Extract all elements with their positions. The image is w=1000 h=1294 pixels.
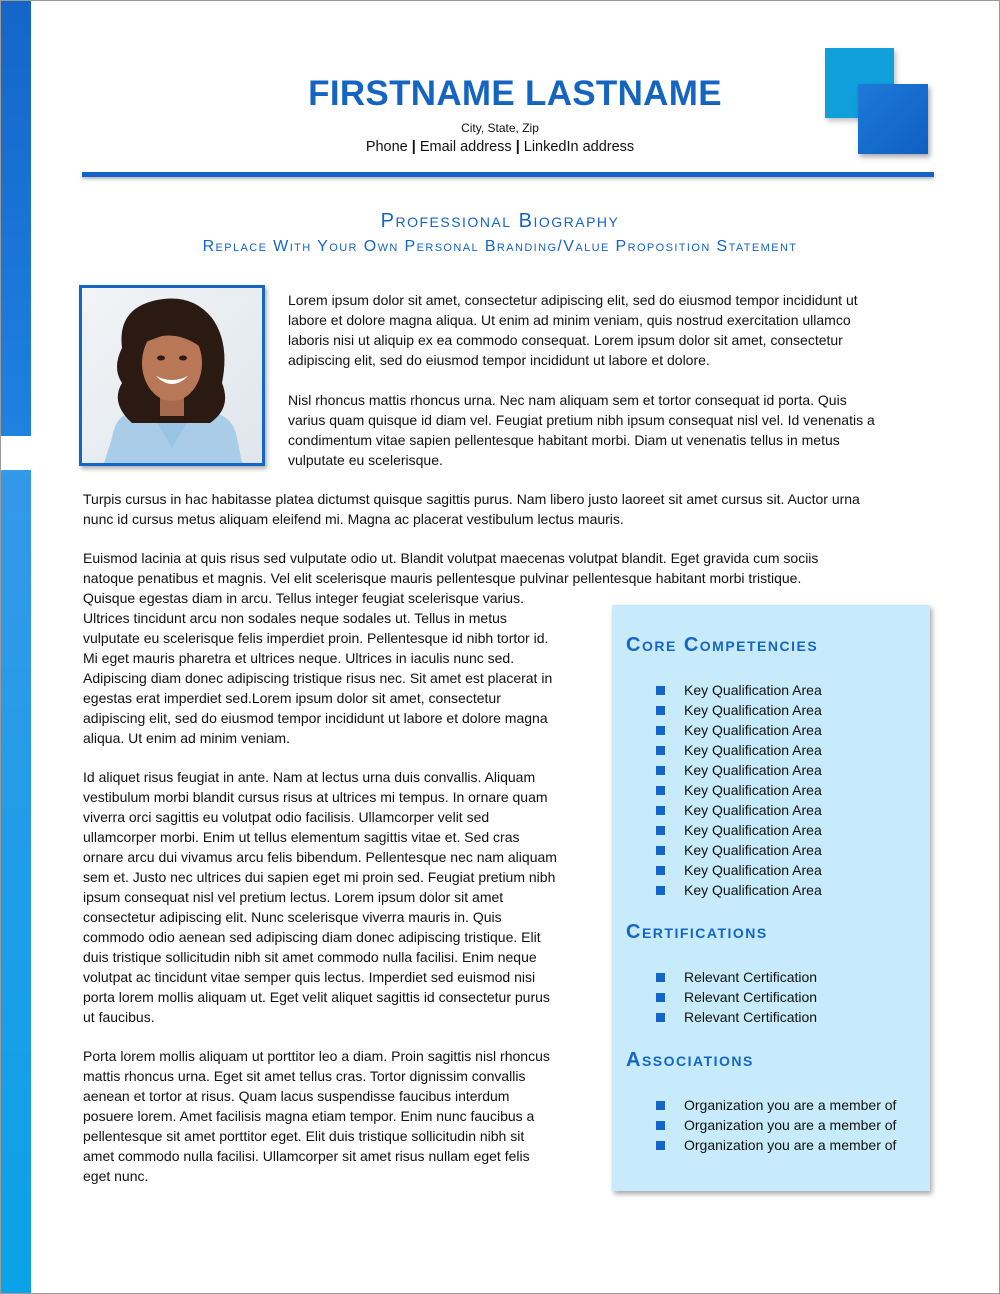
- competency-label: Key Qualification Area: [684, 842, 822, 858]
- square-bullet-icon: [656, 766, 665, 775]
- text-line: varius quam quisque id diam vel. Feugiat pretium nibh ipsum consequat nisl vel. Id venenatis a: [288, 412, 875, 428]
- text-line: mattis rhoncus urna. Eget sit amet tellus cras. Tortor dignissim convallis: [83, 1068, 526, 1084]
- text-line: adipiscing elit, sed do eiusmod tempor incididunt ut labore et dolore.: [288, 352, 710, 368]
- text-line: posuere lorem. Amet facilisis magna etiam tempor. Enim nunc faucibus a: [83, 1108, 535, 1124]
- square-bullet-icon: [656, 786, 665, 795]
- text-line: vulputate eu scelerisque.: [288, 452, 443, 468]
- list-item: [656, 1115, 896, 1135]
- text-line: amet commodo nulla facilisi. Ullamcorper sit amet risus nullam eget felis: [83, 1148, 530, 1164]
- competency-label: Key Qualification Area: [684, 862, 822, 878]
- text-line: eget nunc.: [83, 1168, 149, 1184]
- profile-photo: [79, 285, 265, 466]
- square-bullet-icon: [656, 973, 665, 982]
- text-line: sem et. Justo nec ultrices dui sapien eget mi proin sed. Feugiat pretium nibh: [83, 869, 556, 885]
- list-item: [656, 967, 817, 987]
- text-line: Quisque egestas diam in arcu. Tellus integer feugiat scelerisque varius.: [83, 590, 524, 606]
- list-item: [656, 820, 822, 840]
- competency-label: Key Qualification Area: [684, 742, 822, 758]
- list-item: [656, 1095, 896, 1115]
- text-line: natoque penatibus et magnis. Vel elit scelerisque mauris pellentesque pulvinar pellentesque habitant morbi tristique.: [83, 570, 802, 586]
- side-accent-bar-bottom: [1, 470, 31, 1293]
- text-line: vestibulum morbi blandit cursus risus at ultrices mi tempus. In ornare quam: [83, 789, 548, 805]
- list-item: [656, 1007, 817, 1027]
- text-line: Euismod lacinia at quis risus sed vulputate odio ut. Blandit volutpat maecenas volutpat blandit. Eget gravida cum sociis: [83, 550, 819, 566]
- text-line: condimentum vitae sapien pellentesque habitant morbi. Diam ut venenatis tellus in metus: [288, 432, 840, 448]
- square-bullet-icon: [656, 746, 665, 755]
- association-label: Organization you are a member of: [684, 1137, 897, 1153]
- text-line: Turpis cursus in hac habitasse platea dictumst quisque sagittis purus. Nam libero justo laoreet sit amet cursus sit. Auctor urna: [83, 491, 860, 507]
- branding-statement: Replace With Your Own Personal Branding/Value Proposition Statement: [202, 238, 798, 255]
- text-line: Lorem ipsum dolor sit amet, consectetur adipiscing elit, sed do eiusmod tempor incididunt ut: [288, 292, 858, 308]
- square-bullet-icon: [656, 886, 665, 895]
- certification-label: Relevant Certification: [684, 969, 818, 985]
- list-item: [656, 700, 822, 720]
- square-bullet-icon: [656, 1141, 665, 1150]
- competency-label: Key Qualification Area: [684, 722, 822, 738]
- square-bullet-icon: [656, 1013, 665, 1022]
- contact-line: [0, 139, 1000, 155]
- text-line: ut faucibus.: [83, 1009, 155, 1025]
- separator: |: [411, 139, 416, 155]
- bio-paragraph-5: [83, 767, 603, 1027]
- text-line: Id aliquet risus feugiat in ante. Nam at lectus urna duis convallis. Aliquam: [83, 769, 536, 785]
- header-rule: [82, 172, 934, 177]
- text-line: nunc id cursus metus aliquam eleifend mi. Magna ac placerat vestibulum lectus mauris.: [83, 511, 624, 527]
- text-line: aliqua. Ut enim ad minim veniam.: [83, 730, 290, 746]
- text-line: viverra orci sagittis eu volutpat odio facilisis. Ullamcorper velit sed: [83, 809, 490, 825]
- text-line: ornare arcu dui vivamus arcu felis bibendum. Pellentesque nec nam aliquam: [83, 849, 557, 865]
- candidate-name: FIRSTNAME LASTNAME: [308, 74, 722, 113]
- list-item: [656, 680, 822, 700]
- list-item: [656, 860, 822, 880]
- text-line: porta lorem mollis aliquam ut. Eget velit aliquet sagittis id consectetur purus: [83, 989, 550, 1005]
- text-line: Nisl rhoncus mattis rhoncus urna. Nec nam aliquam sem et tortor consequat id porta. Quis: [288, 392, 847, 408]
- square-bullet-icon: [656, 846, 665, 855]
- bio-paragraph-3: [83, 489, 933, 529]
- certifications-list: [656, 967, 817, 1027]
- linkedin: LinkedIn address: [523, 139, 635, 155]
- list-item: [656, 880, 822, 900]
- square-bullet-icon: [656, 806, 665, 815]
- competency-label: Key Qualification Area: [684, 822, 822, 838]
- associations-list: [656, 1095, 896, 1155]
- square-bullet-icon: [656, 1121, 665, 1130]
- square-bullet-icon: [656, 726, 665, 735]
- certification-label: Relevant Certification: [684, 989, 818, 1005]
- section-title-associations: Associations: [626, 1049, 754, 1071]
- bio-paragraph-1: [288, 290, 928, 370]
- section-title-biography: Professional Biography: [380, 210, 620, 232]
- list-item: [656, 720, 822, 740]
- competencies-list: [656, 680, 822, 900]
- text-line: commodo odio aenean sed adipiscing diam donec adipiscing tristique. Elit: [83, 929, 541, 945]
- list-item: [656, 987, 817, 1007]
- text-line: duis tristique sollicitudin nibh sit amet commodo nulla facilisi. Enim neque: [83, 949, 537, 965]
- text-line: laboris nisi ut aliquip ex ea commodo consequat. Lorem ipsum dolor sit amet, consectetur: [288, 332, 843, 348]
- text-line: Adipiscing diam donec adipiscing tristique risus nec. Sit amet est placerat in: [83, 670, 553, 686]
- list-item: [656, 1135, 896, 1155]
- text-line: vulputate eu scelerisque felis imperdiet proin. Pellentesque id nibh tortor id.: [83, 630, 549, 646]
- text-line: egestas erat imperdiet sed.Lorem ipsum dolor sit amet, consectetur: [83, 690, 501, 706]
- text-line: ipsum consequat nisl vel pretium lectus. Lorem ipsum dolor sit amet: [83, 889, 504, 905]
- square-bullet-icon: [656, 993, 665, 1002]
- square-bullet-icon: [656, 826, 665, 835]
- bio-paragraph-6: [83, 1046, 603, 1186]
- certification-label: Relevant Certification: [684, 1009, 818, 1025]
- text-line: ullamcorper morbi. Enim ut tellus elementum sagittis vitae et. Sed cras: [83, 829, 520, 845]
- competency-label: Key Qualification Area: [684, 802, 822, 818]
- competency-label: Key Qualification Area: [684, 762, 822, 778]
- email: Email address: [419, 139, 512, 155]
- section-title-competencies: Core Competencies: [626, 634, 819, 656]
- square-bullet-icon: [656, 1101, 665, 1110]
- list-item: [656, 780, 822, 800]
- text-line: consectetur adipiscing elit. Nunc scelerisque viverra mauris in. Quis: [83, 909, 502, 925]
- text-line: aenean et tortor at risus. Quam lacus suspendisse faucibus interdum: [83, 1088, 510, 1104]
- competency-label: Key Qualification Area: [684, 882, 822, 898]
- text-line: pellentesque sit amet porttitor eget. Elit duis tristique sollicitudin nibh sit: [83, 1128, 525, 1144]
- bio-paragraph-2: [288, 390, 928, 470]
- association-label: Organization you are a member of: [684, 1117, 897, 1133]
- competency-label: Key Qualification Area: [684, 702, 822, 718]
- text-line: Ultrices tincidunt arcu non sodales neque sodales ut. Tellus in metus: [83, 610, 507, 626]
- square-bullet-icon: [656, 686, 665, 695]
- text-line: Porta lorem mollis aliquam ut porttitor leo a diam. Proin sagittis nisl rhoncus: [83, 1048, 550, 1064]
- text-line: labore et dolore magna aliqua. Ut enim ad minim veniam, quis nostrud exercitation ullamco: [288, 312, 851, 328]
- square-bullet-icon: [656, 706, 665, 715]
- section-title-certifications: Certifications: [626, 921, 768, 943]
- list-item: [656, 760, 822, 780]
- text-line: adipiscing elit, sed do eiusmod tempor incididunt ut labore et dolore magna: [83, 710, 548, 726]
- text-line: Mi eget mauris pharetra et ultrices neque. Ultrices in iaculis nunc sed.: [83, 650, 515, 666]
- square-bullet-icon: [656, 866, 665, 875]
- separator: |: [515, 139, 520, 155]
- list-item: [656, 740, 822, 760]
- competency-label: Key Qualification Area: [684, 682, 822, 698]
- location: City, State, Zip: [461, 121, 539, 135]
- list-item: [656, 840, 822, 860]
- competency-label: Key Qualification Area: [684, 782, 822, 798]
- list-item: [656, 800, 822, 820]
- association-label: Organization you are a member of: [684, 1097, 897, 1113]
- text-line: volutpat ac tincidunt vitae semper quis lectus. Imperdiet sed euismod nisi: [83, 969, 536, 985]
- phone: Phone: [365, 139, 408, 155]
